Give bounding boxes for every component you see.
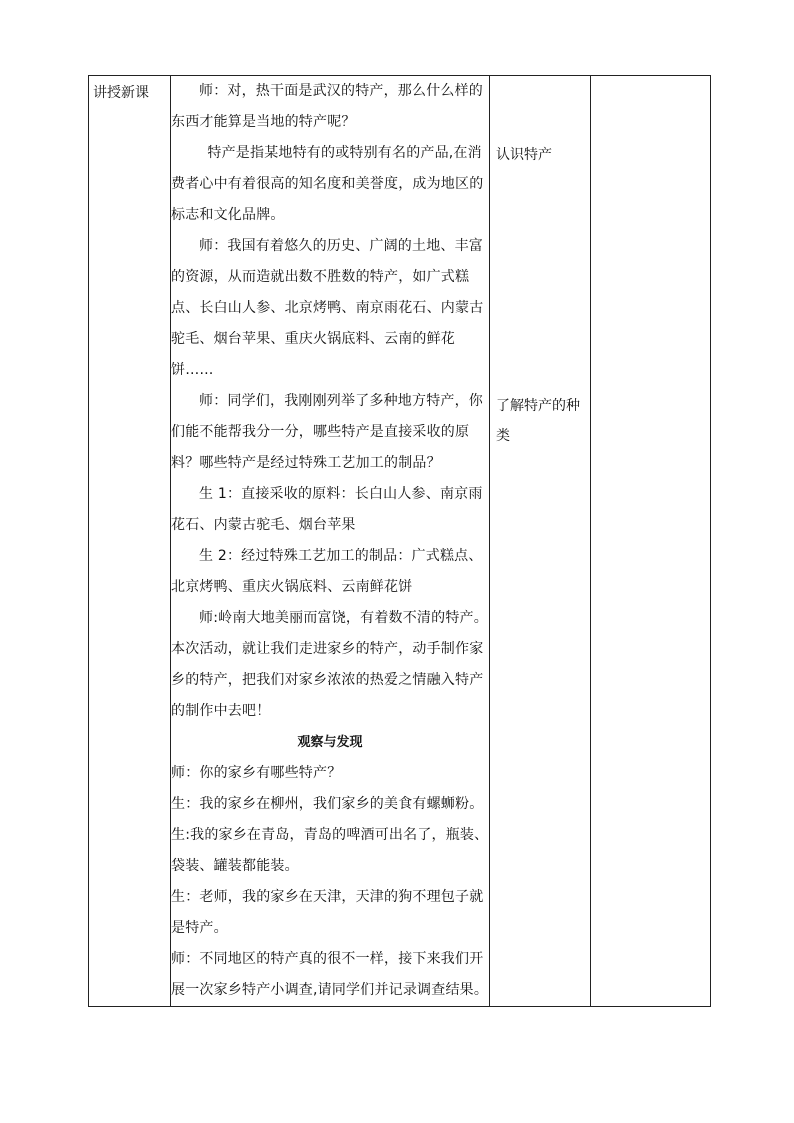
content-paragraph: 师：我国有着悠久的历史、广阔的土地、丰富的资源，从而造就出数不胜数的特产，如广式糕点、长白山人参、北京烤鸭、南京雨花石、内蒙古驼毛、烟台苹果、重庆火锅底料、云南的鲜花饼…… xyxy=(171,238,484,378)
dialogue-line: 生：老师，我的家乡在天津，天津的狗不理包子就是特产。 xyxy=(171,889,484,936)
content-paragraph: 师：对，热干面是武汉的特产，那么什么样的东西才能算是当地的特产呢？ xyxy=(171,83,483,130)
content-paragraph: 生 2：经过特殊工艺加工的制品：广式糕点、北京烤鸭、重庆火锅底料、云南鲜花饼 xyxy=(171,548,483,595)
content-paragraph: 生 1：直接采收的原料：长白山人参、南京雨花石、内蒙古驼毛、烟台苹果 xyxy=(171,486,483,533)
content-paragraph: 特产是指某地特有的或特别有名的产品,在消费者心中有着很高的知名度和美誉度，成为地区的标志和文化品牌。 xyxy=(171,145,484,223)
dialogue-line: 生：我的家乡在柳州，我们家乡的美食有螺蛳粉。 xyxy=(171,796,484,812)
dialogue-line: 生:我的家乡在青岛，青岛的啤酒可出名了，瓶装、袋装、罐装都能装。 xyxy=(171,827,489,874)
purpose-note: 了解特产的种类 xyxy=(496,398,580,444)
stage-label: 讲授新课 xyxy=(93,85,149,101)
purpose-note: 认识特产 xyxy=(496,147,552,163)
content-paragraph: 师:岭南大地美丽而富饶，有着数不清的特产。本次活动，就让我们走进家乡的特产，动手制作家乡的特产，把我们对家乡浓浓的热爱之情融入特产的制作中去吧！ xyxy=(171,610,488,719)
lesson-plan-table xyxy=(88,75,711,1007)
dialogue-line: 师：你的家乡有哪些特产？ xyxy=(171,765,342,781)
dialogue-line: 师：不同地区的特产真的很不一样，接下来我们开展一次家乡特产小调查,请同学们并记录调查结果。 xyxy=(171,951,489,998)
section-heading: 观察与发现 xyxy=(297,735,363,750)
content-paragraph: 师：同学们，我刚刚列举了多种地方特产，你们能不能帮我分一分，哪些特产是直接采收的原料？哪些特产是经过特殊工艺加工的制品？ xyxy=(171,393,483,471)
stage-cell xyxy=(89,76,171,1007)
purpose-cell xyxy=(490,76,591,1007)
extra-cell xyxy=(591,76,711,1007)
table-row xyxy=(89,76,711,1007)
content-cell xyxy=(171,76,490,1007)
